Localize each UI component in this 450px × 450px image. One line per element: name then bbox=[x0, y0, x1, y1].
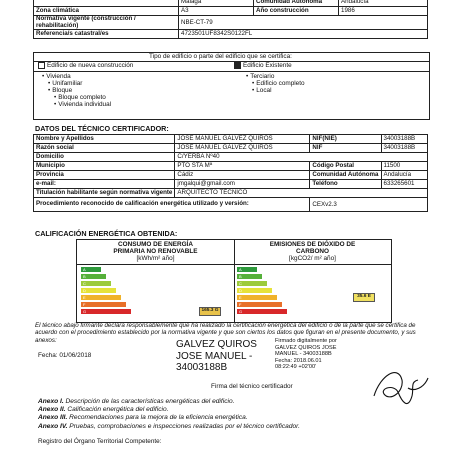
cell: 1986 bbox=[339, 7, 428, 16]
cell: NIF(NIE) bbox=[310, 135, 381, 144]
cell: Provincia bbox=[34, 171, 175, 180]
digital-line: Fecha: 2018.06.01 bbox=[275, 357, 322, 364]
cell: C/YERBA Nº40 bbox=[175, 153, 428, 162]
annex-item: Anexo II. Calificación energética del edificio. bbox=[38, 406, 169, 414]
vivienda-individual-option[interactable]: • Vivienda individual bbox=[54, 101, 111, 109]
cell: Teléfono bbox=[310, 180, 381, 189]
cell: Andalucía bbox=[339, 0, 428, 7]
cell: ARQUITECTO TÉCNICO bbox=[175, 189, 428, 198]
scale-bar-d: D bbox=[81, 288, 116, 293]
cell: CEXv2.3 bbox=[310, 198, 428, 212]
handwritten-signature bbox=[368, 358, 433, 418]
local-option[interactable]: • Local bbox=[252, 87, 272, 95]
consumo-rating-marker: 165.3 G bbox=[199, 307, 221, 316]
certifier-section-title: DATOS DEL TÉCNICO CERTIFICADOR: bbox=[35, 124, 169, 133]
annex-list bbox=[38, 398, 300, 431]
declaration-date: Fecha: 01/06/2018 bbox=[38, 352, 92, 359]
building-type-box bbox=[33, 52, 430, 120]
scale-bar-b: B bbox=[237, 274, 262, 279]
scale-bar-e: E bbox=[81, 295, 121, 300]
scale-bar-g: G bbox=[237, 309, 287, 314]
rating-section-title: CALIFICACIÓN ENERGÉTICA OBTENIDA: bbox=[35, 229, 178, 238]
scale-bar-c: C bbox=[237, 281, 267, 286]
cell: 11500 bbox=[381, 162, 428, 171]
annex-item: Anexo IV. Pruebas, comprobaciones e inspecciones realizadas por el técnico certificador. bbox=[38, 422, 300, 430]
emisiones-title-2: CARBONO bbox=[295, 248, 330, 255]
cell: JOSE MANUEL GALVEZ QUIROS bbox=[175, 135, 310, 144]
digital-line: MANUEL - 34003188B bbox=[275, 351, 332, 358]
cell: 34003188B bbox=[381, 135, 428, 144]
cell: Andalucía bbox=[381, 171, 428, 180]
digital-line: GALVEZ QUIROS JOSE bbox=[275, 344, 337, 351]
scale-bar-b: B bbox=[81, 274, 106, 279]
cell: JOSE MANUEL GALVEZ QUIROS bbox=[175, 144, 310, 153]
unifamiliar-option[interactable]: • Unifamiliar bbox=[48, 80, 82, 88]
scale-bar-c: C bbox=[81, 281, 111, 286]
cell: Año construcción bbox=[254, 7, 339, 16]
scale-bar-f: F bbox=[81, 302, 126, 307]
cell: 633265601 bbox=[381, 180, 428, 189]
digital-signature-info bbox=[275, 338, 337, 371]
signer-name-line-3: 34003188B bbox=[176, 362, 228, 373]
scale-bar-a: A bbox=[237, 267, 257, 272]
digital-line: Firmado digitalmente por bbox=[275, 338, 337, 344]
cell: Nombre y Apellidos bbox=[34, 135, 175, 144]
cell: Zona climática bbox=[34, 7, 179, 16]
scale-bar-g: G bbox=[81, 309, 131, 314]
vivienda-option[interactable]: • Vivienda bbox=[42, 73, 71, 81]
cell: Cádiz bbox=[175, 171, 310, 180]
certifier-table bbox=[33, 134, 428, 212]
signature-caption: Firma del técnico certificador bbox=[211, 383, 293, 390]
emisiones-unit: [kgCO2/ m² año] bbox=[289, 255, 336, 262]
cell: Código Postal bbox=[310, 162, 381, 171]
cell: PTO STA Mª bbox=[175, 162, 310, 171]
cell: jmgalqui@gmail.com bbox=[175, 180, 310, 189]
bloque-option[interactable]: • Bloque bbox=[48, 87, 72, 95]
terciario-option[interactable]: • Terciario bbox=[246, 73, 274, 81]
annex-item: Anexo I. Descripción de las características energéticas del edificio. bbox=[38, 398, 235, 405]
annex-item: Anexo III. Recomendaciones para la mejora de la eficiencia energética. bbox=[38, 414, 248, 422]
new-building-option[interactable]: Edificio de nueva construcción bbox=[38, 62, 133, 70]
cell: 34003188B bbox=[381, 144, 428, 153]
cell: Razón social bbox=[34, 144, 175, 153]
cell: 4723501UF8342S0122FL bbox=[179, 30, 428, 39]
cell: Comunidad Autónoma bbox=[310, 171, 381, 180]
emisiones-title-1: EMISIONES DE DIÓXIDO DE bbox=[269, 241, 356, 248]
cell: Municipio bbox=[34, 162, 175, 171]
cell: Procedimiento reconocido de calificación energética utilizado y versión: bbox=[34, 198, 310, 212]
existing-building-option[interactable]: Edificio Existente bbox=[234, 62, 292, 70]
consumo-title-1: CONSUMO DE ENERGÍA bbox=[118, 241, 193, 248]
declaration-text: El técnico abajo firmante declara responsablemente que ha realizado la certificación energética del edificio o de la parte que se certifica de acuerdo con el procedimiento establecido por la normativa vigente y que son ciertos los datos que figuran en el presente documento, y sus anexos: bbox=[35, 322, 416, 344]
rating-box bbox=[76, 239, 392, 323]
registry-label: Registro del Órgano Territorial Competente: bbox=[38, 438, 162, 445]
cell: Comunidad Autónoma bbox=[254, 0, 339, 7]
bloque-completo-option[interactable]: • Bloque completo bbox=[54, 94, 106, 102]
digital-line: 08:22:49 +02'00' bbox=[275, 364, 317, 371]
scale-bar-e: E bbox=[237, 295, 277, 300]
edificio-completo-option[interactable]: • Edificio completo bbox=[252, 80, 305, 88]
cell: A3 bbox=[179, 7, 254, 16]
cell: Málaga bbox=[179, 0, 254, 7]
cell: Normativa vigente (construcción / rehabilitación) bbox=[34, 16, 179, 30]
scale-bar-d: D bbox=[237, 288, 272, 293]
signer-name-line-1: GALVEZ QUIROS bbox=[176, 339, 257, 350]
consumo-unit: [kWh/m² año] bbox=[136, 255, 175, 262]
consumo-title-2: PRIMARIA NO RENOVABLE bbox=[113, 248, 198, 255]
cell: Domicilio bbox=[34, 153, 175, 162]
emisiones-rating-marker: 35.6 E bbox=[353, 293, 375, 302]
building-data-table bbox=[33, 0, 428, 39]
cell: NIF bbox=[310, 144, 381, 153]
scale-bar-a: A bbox=[81, 267, 101, 272]
building-type-header: Tipo de edificio o parte del edificio que se certifica: bbox=[149, 53, 292, 60]
cell: NBE-CT-79 bbox=[179, 16, 428, 30]
signer-name-line-2: JOSE MANUEL - bbox=[176, 350, 253, 362]
scale-bar-f: F bbox=[237, 302, 282, 307]
signer-name-block bbox=[176, 339, 257, 374]
cell: Referencia/s catastral/es bbox=[34, 30, 179, 39]
cell: Titulación habilitante según normativa vigente bbox=[34, 189, 175, 198]
cell: e-mail: bbox=[34, 180, 175, 189]
